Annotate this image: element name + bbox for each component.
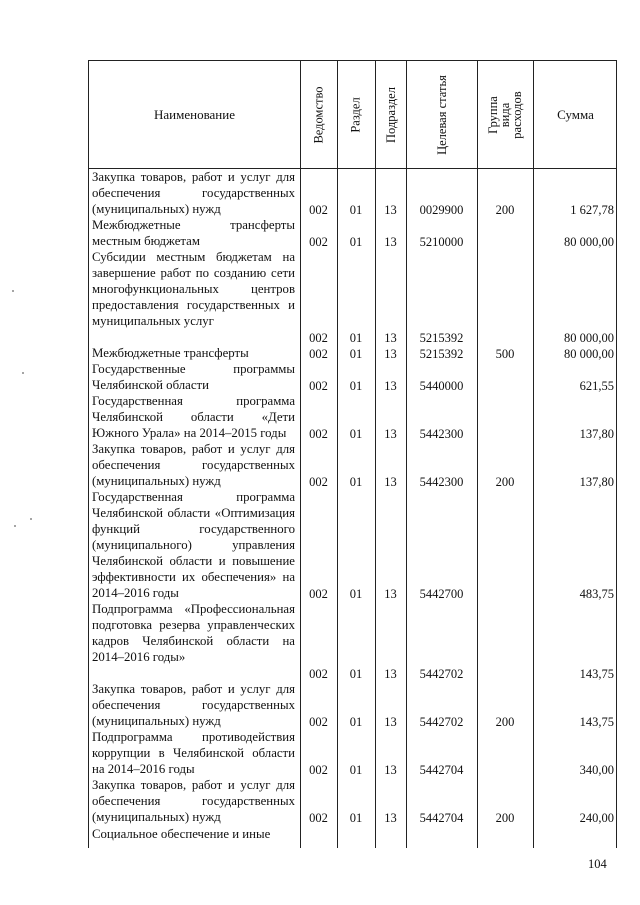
header-podrazdel: Подраздел (383, 86, 398, 143)
row-celevaya: 5210000 (419, 235, 464, 249)
row-name: Межбюджетные трансферты (92, 346, 249, 360)
table-row (89, 730, 618, 778)
row-razdel: 01 (349, 203, 363, 217)
row-celevaya: 5215392 (419, 347, 464, 361)
row-podrazdel: 13 (384, 379, 397, 393)
row-summa: 621,55 (579, 379, 614, 393)
table-row (89, 490, 618, 602)
row-name: Подпрограмма «Профессиональная подготовка резерва управленческих кадров Челябинской области на 2014–2016 годы» (92, 602, 295, 664)
table-row (89, 442, 618, 490)
scan-speck (22, 372, 24, 374)
row-vedomstvo: 002 (309, 763, 328, 777)
row-name: Закупка товаров, работ и услуг для обеспечения государственных (муниципальных) нужд (92, 170, 295, 216)
row-summa: 80 000,00 (564, 235, 614, 249)
row-name: Закупка товаров, работ и услуг для обеспечения государственных (муниципальных) нужд (92, 682, 295, 728)
row-vedomstvo: 002 (309, 811, 328, 825)
row-summa: 143,75 (579, 667, 614, 681)
row-name: Закупка товаров, работ и услуг для обеспечения государственных (муниципальных) нужд (92, 442, 295, 488)
row-vedomstvo: 002 (309, 715, 328, 729)
row-name: Государственная программа Челябинской области «Дети Южного Урала» на 2014–2015 годы (92, 394, 295, 440)
row-vedomstvo: 002 (309, 475, 328, 489)
row-celevaya: 5442300 (419, 475, 464, 489)
row-podrazdel: 13 (384, 203, 397, 217)
budget-table (88, 60, 617, 848)
row-summa: 80 000,00 (564, 331, 614, 345)
row-celevaya: 5442704 (419, 763, 464, 777)
row-razdel: 01 (349, 475, 363, 489)
table-row (89, 682, 618, 730)
scan-speck (12, 290, 14, 292)
row-podrazdel: 13 (384, 715, 397, 729)
row-vedomstvo: 002 (309, 587, 328, 601)
row-podrazdel: 13 (384, 331, 397, 345)
row-razdel: 01 (349, 347, 363, 361)
row-celevaya: 5442702 (419, 667, 464, 681)
row-name: Социальное обеспечение и иные (92, 827, 271, 841)
header-summa: Сумма (557, 106, 594, 122)
row-podrazdel: 13 (384, 475, 397, 489)
row-celevaya: 5442300 (419, 427, 464, 441)
row-razdel: 01 (349, 715, 363, 729)
row-razdel: 01 (349, 811, 363, 825)
row-gruppa: 200 (495, 715, 515, 729)
row-gruppa: 200 (495, 475, 515, 489)
row-summa: 340,00 (579, 763, 614, 777)
row-razdel: 01 (349, 763, 363, 777)
table-row (89, 827, 618, 843)
row-gruppa: 200 (495, 811, 515, 825)
row-razdel: 01 (349, 331, 363, 345)
table-row (89, 250, 618, 346)
row-podrazdel: 13 (384, 347, 397, 361)
row-vedomstvo: 002 (309, 667, 328, 681)
row-razdel: 01 (349, 427, 363, 441)
table-row (89, 362, 618, 394)
row-summa: 137,80 (579, 427, 614, 441)
header-celevaya: Целевая статья (434, 74, 449, 155)
row-gruppa: 500 (495, 347, 515, 361)
row-name: Субсидии местным бюджетам на завершение работ по созданию сети многофункциональных центров предоставления государственных и муниципальных услуг (92, 250, 295, 328)
row-name: Государственные программы Челябинской области (92, 362, 295, 392)
scan-speck (14, 525, 16, 527)
row-vedomstvo: 002 (309, 379, 328, 393)
row-celevaya: 5215392 (419, 331, 464, 345)
row-vedomstvo: 002 (309, 347, 328, 361)
row-name: Закупка товаров, работ и услуг для обеспечения государственных (муниципальных) нужд (92, 778, 295, 824)
row-podrazdel: 13 (384, 235, 397, 249)
row-summa: 80 000,00 (564, 347, 614, 361)
scan-speck (30, 518, 32, 520)
row-summa: 483,75 (579, 587, 614, 601)
header-name: Наименование (154, 106, 235, 122)
row-name: Государственная программа Челябинской области «Оптимизация функций государственного (муниципального) управления Челябинской области и повышение эффективности их обеспечения» на 2014–2016 годы (92, 490, 295, 600)
header-divider (89, 168, 616, 169)
row-razdel: 01 (349, 235, 363, 249)
row-name: Подпрограмма противодействия коррупции в Челябинской области на 2014–2016 годы (92, 730, 295, 776)
table-row (89, 218, 618, 250)
table-row (89, 346, 618, 362)
row-podrazdel: 13 (384, 427, 397, 441)
row-gruppa: 200 (495, 203, 515, 217)
table-row (89, 394, 618, 442)
row-vedomstvo: 002 (309, 235, 328, 249)
row-celevaya: 0029900 (419, 203, 464, 217)
table-row (89, 602, 618, 682)
header-gruppa: Группа вида расходов (486, 90, 524, 139)
row-razdel: 01 (349, 587, 363, 601)
row-razdel: 01 (349, 379, 363, 393)
row-summa: 1 627,78 (570, 203, 614, 217)
header-vedomstvo: Ведомство (311, 85, 326, 144)
row-name: Межбюджетные трансферты местным бюджетам (92, 218, 295, 248)
row-podrazdel: 13 (384, 811, 397, 825)
row-podrazdel: 13 (384, 587, 397, 601)
page-number: 104 (588, 857, 607, 871)
row-summa: 137,80 (579, 475, 614, 489)
row-celevaya: 5442704 (419, 811, 464, 825)
table-row (89, 170, 618, 218)
row-summa: 143,75 (579, 715, 614, 729)
row-summa: 240,00 (579, 811, 614, 825)
header-razdel: Раздел (348, 96, 363, 133)
row-celevaya: 5442700 (419, 587, 464, 601)
row-vedomstvo: 002 (309, 331, 328, 345)
row-celevaya: 5442702 (419, 715, 464, 729)
row-podrazdel: 13 (384, 763, 397, 777)
row-celevaya: 5440000 (419, 379, 464, 393)
row-vedomstvo: 002 (309, 427, 328, 441)
row-razdel: 01 (349, 667, 363, 681)
row-podrazdel: 13 (384, 667, 397, 681)
row-vedomstvo: 002 (309, 203, 328, 217)
table-row (89, 778, 618, 826)
